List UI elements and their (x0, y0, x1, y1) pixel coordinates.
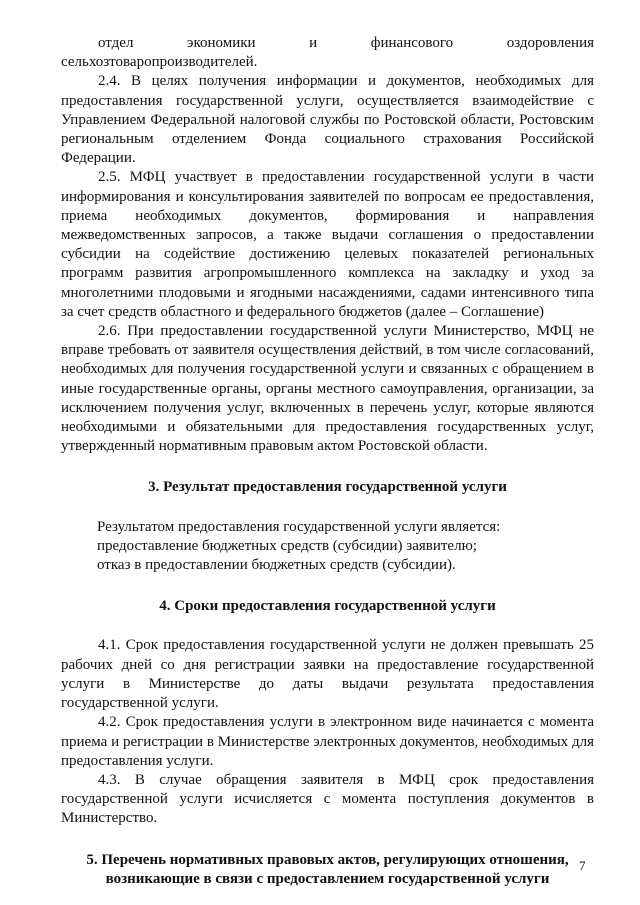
section-3-line-3: отказ в предоставлении бюджетных средств (субсидии). (97, 557, 456, 574)
paragraph-4-1: 4.1. Срок предоставления государственной услуги не должен превышать 25 рабочих дней со дня регистрации заявки на предоставление государственной услуги в Министерстве до даты выдачи результата предоставления государственной услуги. (61, 637, 594, 712)
page-number: 7 (579, 858, 586, 873)
section-3-line-2: предоставление бюджетных средств (субсидии) заявителю; (97, 537, 477, 554)
paragraph-2-4: 2.4. В целях получения информации и документов, необходимых для предоставления государственной услуги, осуществляется взаимодействие с Управлением Федеральной налоговой службы по Ростовской области, Ростовским региональным отделением Фонда социального страхования Российской Федерации. (61, 73, 594, 167)
section-3-line-1: Результатом предоставления государственной услуги является: (97, 518, 501, 535)
section-3-heading: 3. Результат предоставления государственной услуги (148, 479, 507, 496)
paragraph-intro: отдел экономики и финансового оздоровления сельхозтоваропроизводителей. (61, 35, 594, 71)
document-page (61, 34, 594, 889)
paragraph-2-6: 2.6. При предоставлении государственной услуги Министерство, МФЦ не вправе требовать от заявителя осуществления действий, в том числе согласований, необходимых для получения государственной услуги и связанных с обращением в иные государственные органы, органы местного самоуправления, организации, за исключением получения услуг, включенных в перечень услуг, которые являются необходимыми и обязательными для предоставления государственных услуг, утвержденный нормативным правовым актом Ростовской области. (61, 323, 594, 455)
paragraph-4-3: 4.3. В случае обращения заявителя в МФЦ срок предоставления государственной услуги исчисляется с момента поступления документов в Министерство. (61, 771, 594, 827)
paragraph-2-5: 2.5. МФЦ участвует в предоставлении государственной услуги в части информирования и консультирования заявителей по вопросам ее предоставления, приема необходимых документов, формирования и направления межведомственных запросов, а также выдачи соглашения о предоставлении субсидии на содействие достижению целевых показателей региональных программ развития агропромышленного комплекса на закладку и уход за многолетними плодовыми и ягодными насаждениями, садами интенсивного типа за счет средств областного и федерального бюджетов (далее – Соглашение) (61, 169, 594, 320)
section-4-heading: 4. Сроки предоставления государственной услуги (159, 598, 496, 615)
paragraph-4-2: 4.2. Срок предоставления услуги в электронном виде начинается с момента приема и регистрации в Министерстве электронных документов, необходимых для предоставления услуги. (61, 714, 594, 769)
section-5-heading: 5. Перечень нормативных правовых актов, регулирующих отношения, возникающие в связи с предоставлением государственной услуги (86, 851, 569, 887)
